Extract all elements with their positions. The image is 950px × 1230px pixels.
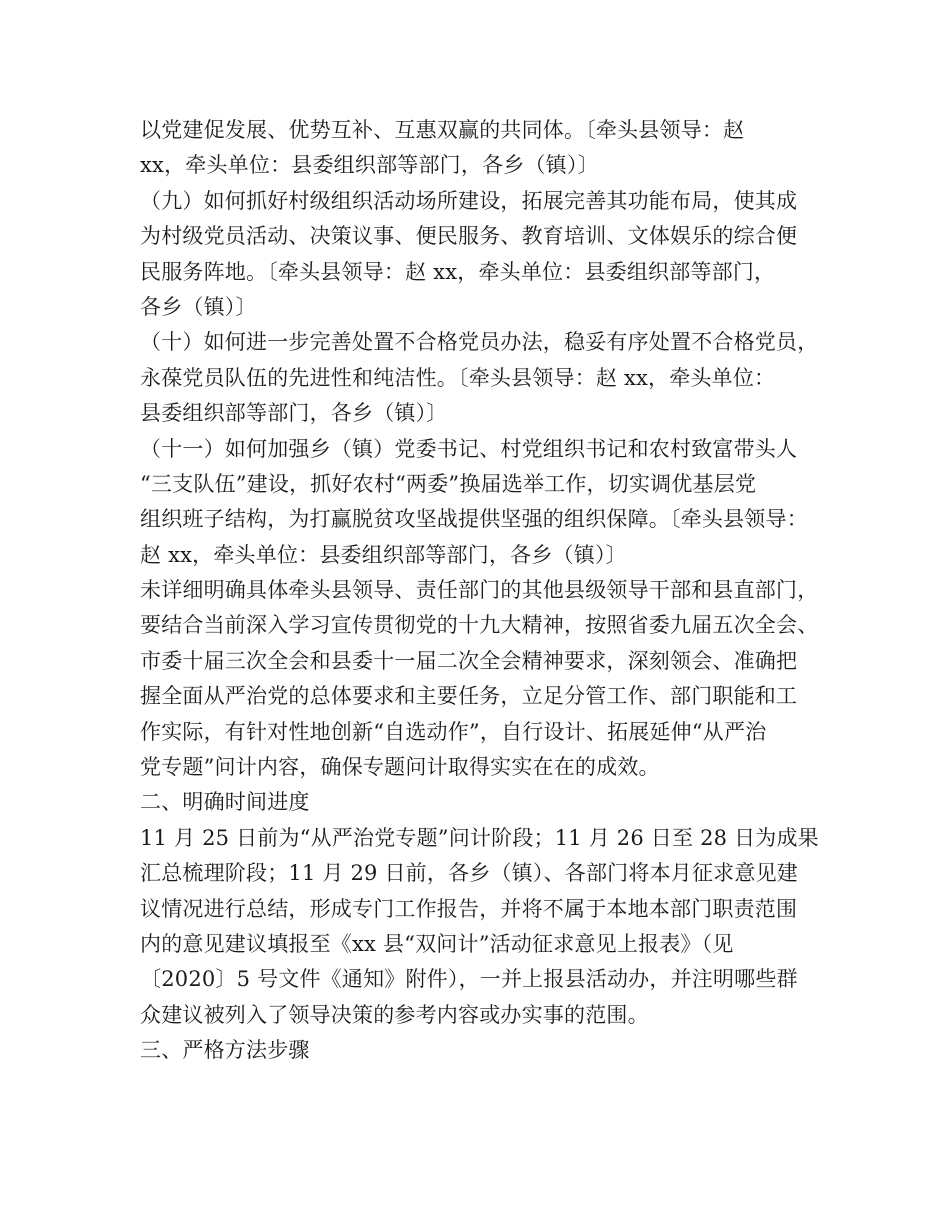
- document-body: [140, 113, 830, 1069]
- text-line: （十）如何进一步完善处置不合格党员办法，稳妥有序处置不合格党员，: [140, 330, 819, 355]
- text-line: 11 月 25 日前为“从严治党专题”问计阶段；11 月 26 日至 28 日为成果: [140, 825, 819, 850]
- text-line: （九）如何抓好村级组织活动场所建设，拓展完善其功能布局，使其成: [140, 188, 798, 213]
- text-line: 县委组织部等部门，各乡（镇）〕: [140, 401, 448, 426]
- text-line: 握全面从严治党的总体要求和主要任务，立足分管工作、部门职能和工: [140, 684, 798, 709]
- text-line: 组织班子结构，为打赢脱贫攻坚战提供坚强的组织保障。〔牵头县领导：: [140, 507, 808, 532]
- text-line: 作实际，有针对性地创新“自选动作”，自行设计、拓展延伸“从严治: [140, 719, 767, 744]
- text-line: 党专题”问计内容，确保专题问计取得实实在在的成效。: [140, 755, 660, 780]
- text-line: xx，牵头单位：县委组织部等部门，各乡（镇）〕: [140, 153, 599, 178]
- text-line: 市委十届三次全会和县委十一届二次全会精神要求，深刻领会、准确把: [140, 648, 798, 673]
- section-heading: 二、明确时间进度: [140, 790, 310, 815]
- text-line: 议情况进行总结，形成专门工作报告，并将不属于本地本部门职责范围: [140, 896, 798, 921]
- text-line: 以党建促发展、优势互补、互惠双赢的共同体。〔牵头县领导：赵: [140, 118, 745, 142]
- text-line: 民服务阵地。〔牵头县领导：赵 xx，牵头单位：县委组织部等部门，: [140, 259, 776, 284]
- text-line: 要结合当前深入学习宣传贯彻党的十九大精神，按照省委九届五次全会、: [140, 613, 819, 638]
- text-line: 赵 xx，牵头单位：县委组织部等部门，各乡（镇）〕: [140, 542, 627, 567]
- text-line: 未详细明确具体牵头县领导、责任部门的其他县级领导干部和县直部门，: [140, 578, 819, 603]
- text-line: （十一）如何加强乡（镇）党委书记、村党组织书记和农村致富带头人: [140, 436, 798, 461]
- text-line: 众建议被列入了领导决策的参考内容或办实事的范围。: [140, 1002, 649, 1027]
- text-line: 各乡（镇）〕: [140, 294, 257, 319]
- text-line: 内的意见建议填报至《xx 县“双问计”活动征求意见上报表》（见: [140, 931, 734, 956]
- text-line: 汇总梳理阶段；11 月 29 日前，各乡（镇）、各部门将本月征求意见建: [140, 861, 798, 886]
- text-line: 永葆党员队伍的先进性和纯洁性。〔牵头县领导：赵 xx，牵头单位：: [140, 365, 776, 390]
- text-line: “三支队伍”建设，抓好农村“两委”换届选举工作，切实调优基层党: [140, 471, 757, 496]
- text-line: 〔2020〕5 号文件《通知》附件），一并上报县活动办，并注明哪些群: [140, 967, 798, 992]
- section-heading: 三、严格方法步骤: [140, 1038, 310, 1063]
- text-line: 为村级党员活动、决策议事、便民服务、教育培训、文体娱乐的综合便: [140, 224, 798, 249]
